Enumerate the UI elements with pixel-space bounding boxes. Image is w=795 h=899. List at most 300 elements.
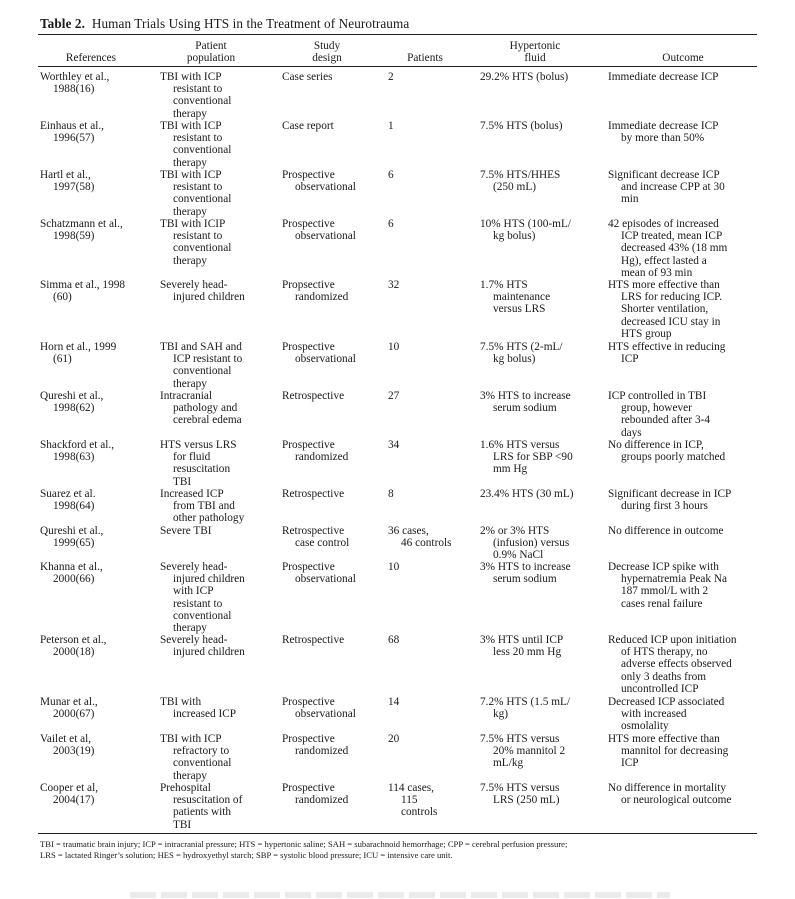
- cell-line: Decreased ICP associated: [608, 696, 725, 708]
- cell-line: patients with: [173, 806, 232, 819]
- cell-line: 114 cases,: [388, 782, 435, 794]
- cell-patients: [388, 733, 487, 745]
- cell-line: 1: [388, 120, 394, 132]
- cell-design: [282, 488, 395, 500]
- cell-fluid: [480, 525, 613, 562]
- cell-design: [282, 218, 395, 242]
- cell-design: [282, 390, 395, 402]
- cell-line: 1998(64): [53, 500, 95, 513]
- cell-fluid: [480, 218, 613, 242]
- cell-line: resistant to: [173, 83, 223, 96]
- cell-line: (61): [53, 353, 72, 366]
- cell-line: Case report: [282, 120, 334, 132]
- cell-ref: [40, 439, 163, 463]
- cell-patients: [388, 561, 487, 573]
- cell-line: 6: [388, 169, 394, 181]
- cell-patients: [388, 782, 487, 819]
- cell-line: ICP controlled in TBI: [608, 390, 707, 402]
- cell-line: 2000(66): [53, 573, 95, 586]
- cell-ref: [40, 561, 163, 585]
- cell-line: 6: [388, 218, 394, 230]
- cell-outcome: [608, 561, 773, 610]
- cell-line: of HTS therapy, no: [621, 646, 708, 659]
- cell-line: Significant decrease ICP: [608, 169, 720, 181]
- cell-line: 2003(19): [53, 745, 95, 758]
- cell-line: 2004(17): [53, 794, 95, 807]
- cell-line: TBI and SAH and: [160, 341, 242, 353]
- cell-outcome: [608, 341, 773, 365]
- cell-line: 1996(57): [53, 132, 95, 145]
- cell-ref: [40, 390, 163, 414]
- cell-line: Increased ICP: [160, 488, 224, 500]
- cell-line: Intracranial: [160, 390, 213, 402]
- cell-line: TBI with ICP: [160, 71, 222, 83]
- cell-pop: [160, 390, 285, 427]
- cell-fluid: [480, 634, 613, 658]
- cell-line: 2: [388, 71, 394, 83]
- cell-ref: [40, 488, 163, 512]
- cell-line: HTS more effective than: [608, 733, 720, 745]
- cell-line: LRS for SBP <90: [493, 451, 573, 464]
- column-header-references: [21, 52, 161, 64]
- cell-line: observational: [295, 353, 356, 366]
- cell-line: 0.9% NaCl: [493, 549, 544, 562]
- cell-line: observational: [295, 230, 356, 243]
- cell-line: resistant to: [173, 230, 223, 243]
- column-header-text: fluid: [524, 52, 546, 65]
- cell-line: therapy: [173, 156, 207, 169]
- cell-design: [282, 120, 395, 132]
- cell-line: rebounded after 3-4: [621, 414, 711, 427]
- cell-line: injured children: [173, 573, 245, 586]
- column-header-text: Hypertonic: [509, 40, 561, 52]
- cell-line: LRS for reducing ICP.: [621, 291, 723, 304]
- cell-pop: [160, 120, 285, 169]
- cell-ref: [40, 634, 163, 658]
- cell-line: conventional: [173, 242, 232, 255]
- cell-line: HTS effective in reducing: [608, 341, 726, 353]
- cell-line: case control: [295, 537, 350, 550]
- cell-line: Retrospective: [282, 390, 345, 402]
- cell-line: randomized: [295, 291, 349, 304]
- table-caption: [40, 16, 409, 32]
- cell-line: Severely head-: [160, 279, 228, 291]
- cell-design: [282, 733, 395, 757]
- cell-line: 1998(62): [53, 402, 95, 415]
- cell-pop: [160, 439, 285, 488]
- cell-line: cerebral edema: [173, 414, 242, 427]
- cell-line: Qureshi et al.,: [40, 390, 104, 402]
- cell-outcome: [608, 120, 773, 144]
- cell-line: TBI with ICIP: [160, 218, 226, 230]
- cell-line: mean of 93 min: [621, 266, 693, 279]
- cell-line: hypernatremia Peak Na: [621, 573, 728, 586]
- cell-line: resistant to: [173, 181, 223, 194]
- column-header-fluid: [465, 40, 605, 64]
- cell-line: therapy: [173, 622, 207, 635]
- cell-patients: [388, 696, 487, 708]
- cell-line: pathology and: [173, 402, 238, 415]
- column-header-text: Patients: [407, 52, 443, 64]
- cell-line: or neurological outcome: [621, 794, 732, 807]
- cell-line: conventional: [173, 757, 232, 770]
- cell-patients: [388, 120, 487, 132]
- cell-outcome: [608, 390, 773, 439]
- column-header-text: References: [65, 52, 117, 64]
- cell-line: resistant to: [173, 597, 223, 610]
- cell-line: Severely head-: [160, 634, 228, 646]
- cell-line: 20: [388, 733, 400, 745]
- cell-line: versus LRS: [493, 303, 546, 316]
- cell-line: Immediate decrease ICP: [608, 120, 719, 132]
- cell-outcome: [608, 733, 773, 770]
- cell-line: cases renal failure: [621, 597, 703, 610]
- cell-line: Cooper et al,: [40, 782, 99, 794]
- cell-patients: [388, 279, 487, 291]
- cell-line: with ICP: [173, 585, 214, 598]
- cell-outcome: [608, 782, 773, 806]
- cell-pop: [160, 341, 285, 390]
- cell-outcome: [608, 279, 773, 340]
- cell-line: Reduced ICP upon initiation: [608, 634, 737, 646]
- cell-line: groups poorly matched: [621, 451, 726, 464]
- cell-line: ICP resistant to: [173, 353, 243, 366]
- cell-line: adverse effects observed: [621, 658, 732, 671]
- cell-patients: [388, 488, 487, 500]
- cell-line: 7.5% HTS (2-mL/: [480, 341, 563, 353]
- cell-line: ICP: [621, 353, 639, 366]
- cell-line: during first 3 hours: [621, 500, 708, 513]
- cell-fluid: [480, 71, 613, 83]
- cell-fluid: [480, 439, 613, 476]
- cell-patients: [388, 525, 487, 549]
- cell-line: Schatzmann et al.,: [40, 218, 123, 230]
- cell-line: therapy: [173, 254, 207, 267]
- cell-line: Propsective: [282, 279, 335, 291]
- cell-line: observational: [295, 708, 356, 721]
- cell-fluid: [480, 279, 613, 316]
- cell-patients: [388, 341, 487, 353]
- cell-line: Decrease ICP spike with: [608, 561, 719, 573]
- cell-pop: [160, 169, 285, 218]
- cell-line: increased ICP: [173, 708, 237, 721]
- cell-line: (60): [53, 291, 72, 304]
- column-header-text: design: [312, 52, 342, 65]
- cell-line: (infusion) versus: [493, 537, 570, 550]
- cell-line: maintenance: [493, 291, 551, 304]
- cell-line: decreased 43% (18 mm: [621, 242, 728, 255]
- cell-line: 1998(59): [53, 230, 95, 243]
- cell-design: [282, 634, 395, 646]
- cell-line: 1997(58): [53, 181, 95, 194]
- top-rule: [38, 34, 757, 35]
- cell-line: Severely head-: [160, 561, 228, 573]
- cell-outcome: [608, 169, 773, 206]
- cell-line: randomized: [295, 794, 349, 807]
- cell-pop: [160, 525, 285, 537]
- cell-line: TBI with ICP: [160, 120, 222, 132]
- cell-line: TBI with ICP: [160, 733, 222, 745]
- cell-design: [282, 696, 395, 720]
- cell-line: ICP: [621, 757, 639, 770]
- cell-line: observational: [295, 181, 356, 194]
- cell-line: 23.4% HTS (30 mL): [480, 488, 574, 500]
- cell-ref: [40, 279, 163, 303]
- table-footnote-line-1: TBI = traumatic brain injury; ICP = intracranial pressure; HTS = hypertonic saline; SAH = subarachnoid hemorrhage; CPP = cerebral perfusion pressure;: [40, 839, 568, 849]
- cell-line: resistant to: [173, 132, 223, 145]
- cell-design: [282, 169, 395, 193]
- cell-line: 36 cases,: [388, 525, 429, 537]
- cell-line: 1.7% HTS: [480, 279, 528, 291]
- cell-line: Prehospital: [160, 782, 211, 794]
- cell-line: 1998(63): [53, 451, 95, 464]
- cell-design: [282, 782, 395, 806]
- cell-line: 10% HTS (100-mL/: [480, 218, 571, 230]
- cell-fluid: [480, 696, 613, 720]
- cell-line: therapy: [173, 205, 207, 218]
- cell-line: therapy: [173, 107, 207, 120]
- cell-line: Prospective: [282, 782, 335, 794]
- column-header-text: Study: [313, 40, 341, 52]
- cell-line: No difference in outcome: [608, 525, 724, 537]
- cell-line: with increased: [621, 708, 687, 721]
- cell-line: conventional: [173, 95, 232, 108]
- cell-line: Significant decrease in ICP: [608, 488, 732, 500]
- cell-line: Peterson et al.,: [40, 634, 107, 646]
- cell-line: 2000(67): [53, 708, 95, 721]
- cell-line: kg bolus): [493, 353, 536, 366]
- cell-pop: [160, 634, 285, 658]
- bottom-rule: [38, 833, 757, 834]
- cell-ref: [40, 71, 163, 95]
- cell-line: 1988(16): [53, 83, 95, 96]
- cell-line: 187 mmol/L with 2: [621, 585, 709, 598]
- cell-ref: [40, 733, 163, 757]
- cell-line: 2% or 3% HTS: [480, 525, 550, 537]
- cell-line: Vailet et al,: [40, 733, 92, 745]
- cell-line: Simma et al., 1998: [40, 279, 126, 291]
- cell-design: [282, 525, 395, 549]
- cell-outcome: [608, 696, 773, 733]
- cell-line: Prospective: [282, 733, 335, 745]
- cell-line: Case series: [282, 71, 333, 83]
- table-label: Table 2.: [40, 16, 86, 31]
- cell-line: mL/kg: [493, 757, 524, 770]
- cell-line: serum sodium: [493, 402, 557, 415]
- cell-pop: [160, 782, 285, 831]
- cell-design: [282, 561, 395, 585]
- cell-line: therapy: [173, 769, 207, 782]
- cell-ref: [40, 120, 163, 144]
- cell-line: Qureshi et al.,: [40, 525, 104, 537]
- cell-line: 2000(18): [53, 646, 95, 659]
- cell-patients: [388, 218, 487, 230]
- cell-line: for fluid: [173, 451, 211, 464]
- cell-line: 10: [388, 561, 400, 573]
- cell-line: Prospective: [282, 439, 335, 451]
- cell-line: 3% HTS to increase: [480, 561, 571, 573]
- cell-line: No difference in mortality: [608, 782, 727, 794]
- cell-line: conventional: [173, 609, 232, 622]
- column-header-outcome: [613, 52, 753, 64]
- cell-line: min: [621, 193, 639, 206]
- cell-line: injured children: [173, 646, 245, 659]
- cell-fluid: [480, 120, 613, 132]
- cell-line: 1.6% HTS versus: [480, 439, 560, 451]
- table-title: Human Trials Using HTS in the Treatment of Neurotrauma: [91, 16, 410, 31]
- cell-pop: [160, 218, 285, 267]
- cell-pop: [160, 561, 285, 634]
- cell-line: controls: [401, 806, 438, 819]
- cell-line: 14: [388, 696, 400, 708]
- cell-line: Immediate decrease ICP: [608, 71, 719, 83]
- cell-line: conventional: [173, 193, 232, 206]
- cell-line: 7.5% HTS versus: [480, 782, 560, 794]
- cell-line: conventional: [173, 365, 232, 378]
- cell-line: from TBI and: [173, 500, 235, 513]
- cell-line: by more than 50%: [621, 132, 705, 145]
- cell-line: TBI with: [160, 696, 202, 708]
- cell-patients: [388, 71, 487, 83]
- column-header-text: Outcome: [662, 52, 704, 64]
- cell-patients: [388, 169, 487, 181]
- cell-line: serum sodium: [493, 573, 557, 586]
- cell-line: Einhaus et al.,: [40, 120, 104, 132]
- cell-line: 27: [388, 390, 400, 402]
- cell-fluid: [480, 561, 613, 585]
- cell-ref: [40, 218, 163, 242]
- cell-line: 3% HTS to increase: [480, 390, 571, 402]
- cell-line: 7.5% HTS (bolus): [480, 120, 563, 132]
- cell-line: TBI: [173, 818, 192, 831]
- cell-line: Horn et al., 1999: [40, 341, 117, 353]
- cell-line: 7.5% HTS versus: [480, 733, 560, 745]
- cell-patients: [388, 439, 487, 451]
- cell-fluid: [480, 733, 613, 770]
- header-rule: [38, 66, 757, 67]
- cell-ref: [40, 341, 163, 365]
- cell-line: group, however: [621, 402, 692, 415]
- cell-line: uncontrolled ICP: [621, 682, 699, 695]
- cell-outcome: [608, 525, 773, 537]
- cell-outcome: [608, 218, 773, 279]
- cell-line: 115: [401, 794, 418, 807]
- cell-line: Khanna et al.,: [40, 561, 103, 573]
- cell-fluid: [480, 782, 613, 806]
- cell-line: decreased ICU stay in: [621, 315, 721, 328]
- cell-line: LRS (250 mL): [493, 794, 560, 807]
- cell-ref: [40, 525, 163, 549]
- cell-pop: [160, 733, 285, 782]
- cell-ref: [40, 782, 163, 806]
- cell-line: 1999(65): [53, 537, 95, 550]
- cell-line: Retrospective: [282, 634, 345, 646]
- column-header-text: population: [186, 52, 236, 65]
- cell-design: [282, 341, 395, 365]
- cell-ref: [40, 696, 163, 720]
- cell-line: resuscitation of: [173, 794, 243, 807]
- cell-line: 32: [388, 279, 400, 291]
- cell-line: Prospective: [282, 218, 335, 230]
- cell-line: other pathology: [173, 512, 245, 525]
- cell-line: osmolality: [621, 720, 669, 733]
- cell-line: days: [621, 426, 642, 439]
- cell-line: Prospective: [282, 341, 335, 353]
- cell-line: mm Hg: [493, 463, 528, 476]
- cell-fluid: [480, 169, 613, 193]
- cell-design: [282, 71, 395, 83]
- cell-line: 7.5% HTS/HHES: [480, 169, 561, 181]
- cell-line: Retrospective: [282, 488, 345, 500]
- cell-line: only 3 deaths from: [621, 670, 707, 683]
- cell-line: observational: [295, 573, 356, 586]
- cell-patients: [388, 390, 487, 402]
- column-header-text: Patient: [195, 40, 227, 52]
- cell-line: refractory to: [173, 745, 230, 758]
- cell-line: kg): [493, 708, 509, 721]
- cell-line: 68: [388, 634, 400, 646]
- cell-pop: [160, 279, 285, 303]
- cell-line: HTS more effective than: [608, 279, 720, 291]
- cell-line: Prospective: [282, 169, 335, 181]
- cell-line: 46 controls: [401, 537, 452, 550]
- cell-line: less 20 mm Hg: [493, 646, 562, 659]
- cell-ref: [40, 169, 163, 193]
- cell-pop: [160, 488, 285, 525]
- cell-line: Worthley et al.,: [40, 71, 110, 83]
- cell-line: TBI: [173, 475, 192, 488]
- cell-design: [282, 279, 395, 303]
- cell-line: randomized: [295, 451, 349, 464]
- cell-line: Shackford et al.,: [40, 439, 115, 451]
- cell-fluid: [480, 341, 613, 365]
- cell-patients: [388, 634, 487, 646]
- cell-line: 8: [388, 488, 394, 500]
- cell-line: Munar et al.,: [40, 696, 98, 708]
- cell-line: Hg), effect lasted a: [621, 254, 707, 267]
- cell-line: conventional: [173, 144, 232, 157]
- cell-line: 20% mannitol 2: [493, 745, 566, 758]
- cell-line: (250 mL): [493, 181, 536, 194]
- cell-outcome: [608, 71, 773, 83]
- cell-fluid: [480, 390, 613, 414]
- cell-line: Suarez et al.: [40, 488, 96, 500]
- cell-line: therapy: [173, 377, 207, 390]
- cell-line: mannitol for decreasing: [621, 745, 729, 758]
- cell-fluid: [480, 488, 613, 500]
- cell-line: 42 episodes of increased: [608, 218, 719, 230]
- cell-line: Hartl et al.,: [40, 169, 91, 181]
- cell-pop: [160, 696, 285, 720]
- cell-line: Prospective: [282, 696, 335, 708]
- cell-line: 29.2% HTS (bolus): [480, 71, 569, 83]
- cropped-text-fragment: [130, 892, 670, 898]
- cell-line: TBI with ICP: [160, 169, 222, 181]
- cell-line: Retrospective: [282, 525, 345, 537]
- cell-design: [282, 439, 395, 463]
- cell-line: randomized: [295, 745, 349, 758]
- table-footnote-line-2: LRS = lactated Ringer’s solution; HES = hydroxyethyl starch; SBP = systolic blood pressure; ICU = intensive care unit.: [40, 850, 453, 860]
- cell-line: HTS versus LRS: [160, 439, 237, 451]
- cell-line: Severe TBI: [160, 525, 212, 537]
- cell-outcome: [608, 634, 773, 695]
- cell-line: kg bolus): [493, 230, 536, 243]
- cell-line: ICP treated, mean ICP: [621, 230, 723, 243]
- cell-line: 7.2% HTS (1.5 mL/: [480, 696, 571, 708]
- cell-line: and increase CPP at 30: [621, 181, 725, 194]
- cell-line: Shorter ventilation,: [621, 303, 709, 316]
- cell-line: injured children: [173, 291, 245, 304]
